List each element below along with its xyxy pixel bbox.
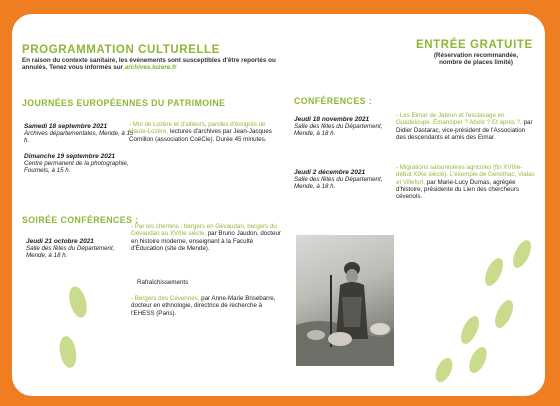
section-title-soiree: SOIRÉE CONFÉRENCES :: [22, 215, 139, 225]
soiree-talk-2: - Bergers des Cévennes, par Anne-Marie Brisebarre, docteur en ethnologie, directrice de recherche à l'EHESS (Paris).: [131, 295, 276, 317]
conf-talk-1-title: Les Eimar de Jabrun et l'esclavage en Guadeloupe. Émanciper ? Abolir ? Et après ?,: [396, 112, 522, 127]
event-desc: lectures d'archives par Jean-Jacques Cornillon (association CoëCie). Durée 45 minutes.: [129, 128, 272, 143]
conf-talk-2-desc: par Marie-Lucy Dumas, agrégée d'histoire, présidente du Lien des chercheurs cévenols.: [396, 178, 519, 201]
notice-text: En raison du contexte sanitaire, les événements sont susceptibles d'être reportés ou annulés. Tenez vous informés sur: [22, 57, 276, 72]
shepherd-photo-illustration: [296, 235, 394, 366]
conf-talk-1: - Les Eimar de Jabrun et l'esclavage en Guadeloupe. Émanciper ? Abolir ? Et après ?, par Didier Dastarac, vice-président de l'Association des descendants et amis des Eimar.: [396, 112, 533, 141]
date-2: Dimanche 19 septembre 2021: [24, 153, 116, 160]
refreshments: Rafraîchissements: [137, 279, 189, 286]
conf-date-2: [294, 169, 394, 191]
website-link[interactable]: archives.lozere.fr: [124, 64, 177, 72]
conf-place-1: Salle des fêtes du Département, Mende, à 18 h.: [294, 123, 383, 138]
footprints-left-icon: [54, 282, 94, 372]
footprints-right-icon: [422, 234, 542, 384]
notice: [22, 57, 277, 72]
soiree-talk-1: - Par les chemins : bergers en Gévaudan, bergers du Gévaudan au XVIIIe siècle, par Bruno Jaudon, docteur en histoire moderne, enseignant à la Faculté d'Éducation (site de Mende).: [131, 223, 281, 252]
journees-date-1: [24, 123, 134, 145]
entry-title: ENTRÉE GRATUITE: [416, 39, 533, 51]
conf-place-2: Salle des fêtes du Département, Mende, à 18 h.: [294, 176, 383, 191]
conf-talk-1-desc: par Didier Dastarac, vice-président de l'Association des descendants et amis des Eimar.: [396, 119, 533, 141]
section-title-journees: JOURNÉES EUROPÉENNES DU PATRIMOINE: [22, 98, 226, 108]
date-1: Samedi 18 septembre 2021: [24, 123, 108, 130]
shepherd-photo: [296, 235, 394, 366]
event-title: Moi de Lozère et d'ailleurs, paroles d'émigrés de Haute-Lozère,: [129, 121, 266, 136]
conf-date-2-text: Jeudi 2 décembre 2021: [294, 169, 366, 176]
place-1: Archives départementales, Mende, à 15 h.: [24, 130, 134, 145]
talk-1-desc: par Bruno Jaudon, docteur en histoire moderne, enseignant à la Faculté d'Éducation (site de Mende).: [131, 230, 281, 252]
talk-2-title: Bergers des Cévennes,: [134, 295, 200, 302]
talk-2-desc: par Anne-Marie Brisebarre, docteur en ethnologie, directrice de recherche à l'EHESS (Paris).: [131, 295, 276, 317]
place-2: Centre permanent de la photographie, Fournels, à 15 h.: [24, 160, 129, 175]
program-card: [12, 14, 545, 396]
entry-note: (Réservation recommandée, nombre de places limité): [433, 52, 519, 67]
soiree-date-text: Jeudi 21 octobre 2021: [26, 238, 94, 245]
conf-talk-2-title: Migrations saisonnières agricoles (fin XVIIIe-début XIXe siècle). L'exemple de Genolhac, Vialas et Villefort,: [396, 164, 535, 186]
soiree-place: Salle des fêtes du Département, Mende, à 18 h.: [26, 245, 115, 260]
section-title-conferences: CONFÉRENCES :: [294, 96, 373, 106]
journees-date-2: [24, 153, 139, 175]
conf-date-1-text: Jeudi 18 novembre 2021: [294, 116, 370, 123]
soiree-date: [26, 238, 136, 260]
conf-date-1: [294, 116, 394, 138]
journees-event: - Moi de Lozère et d'ailleurs, paroles d'émigrés de Haute-Lozère, lectures d'archives par Jean-Jacques Cornillon (association CoëCie). Durée 45 minutes.: [129, 121, 272, 143]
talk-1-title: Par les chemins : bergers en Gévaudan, bergers du Gévaudan au XVIIIe siècle,: [131, 223, 277, 238]
page-title: PROGRAMMATION CULTURELLE: [22, 44, 220, 56]
conf-talk-2: - Migrations saisonnières agricoles (fin XVIIIe-début XIXe siècle). L'exemple de Genolhac, Vialas et Villefort, par Marie-Lucy Dumas, agrégée d'histoire, présidente du Lien des chercheurs cévenols.: [396, 164, 535, 201]
